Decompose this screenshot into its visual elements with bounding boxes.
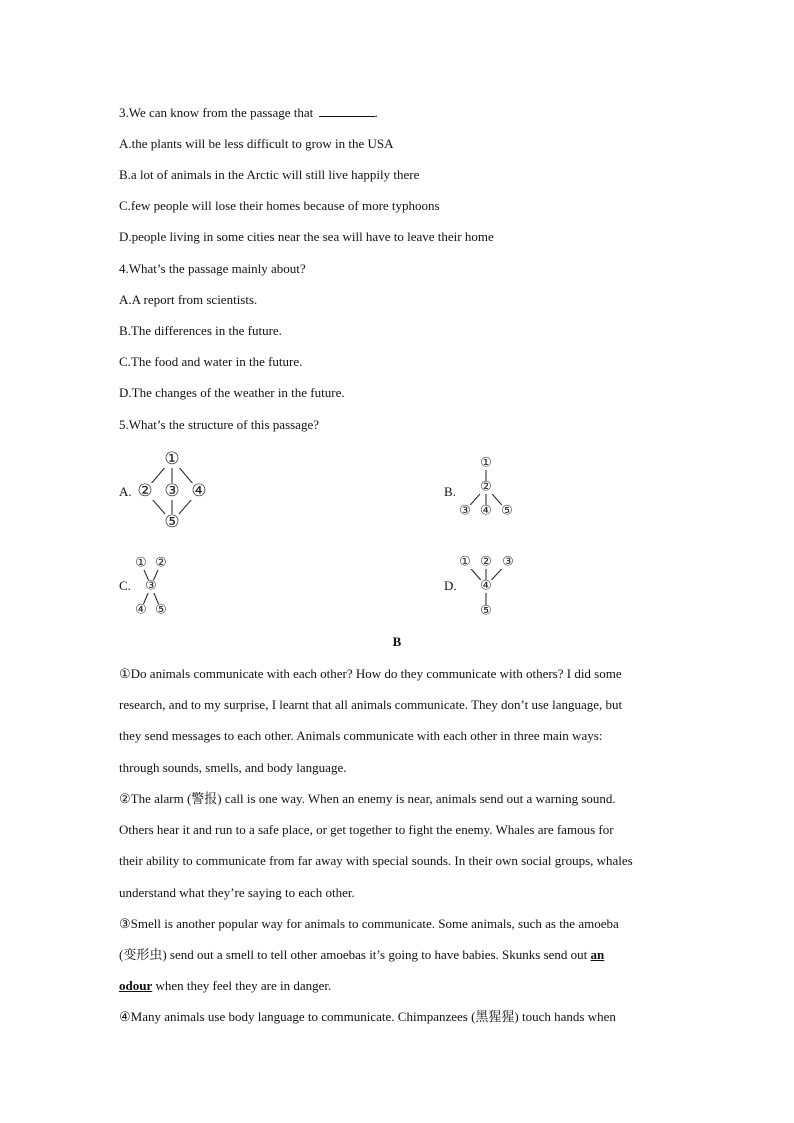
- node-5: ⑤: [155, 602, 167, 618]
- q4-option-d: D.The changes of the weather in the future.: [119, 385, 345, 400]
- q4-option-a: A.A report from scientists.: [119, 292, 258, 307]
- node-1: ①: [480, 455, 492, 471]
- node-4: ④: [480, 503, 492, 519]
- q4-option-c: C.The food and water in the future.: [119, 354, 303, 369]
- structure-diagram-b: [452, 453, 522, 523]
- node-3: ③: [502, 554, 514, 570]
- section-heading: B: [392, 634, 402, 649]
- underlined-phrase: an: [590, 947, 605, 962]
- underlined-phrase: odour: [119, 978, 153, 993]
- passage-line: odour when they feel they are in danger.: [119, 978, 332, 993]
- node-2: ②: [137, 481, 153, 501]
- node-5: ⑤: [164, 512, 180, 532]
- q5-option-a-label: A.: [119, 484, 132, 499]
- passage-line: ④Many animals use body language to communicate. Chimpanzees (黑猩猩) touch hands when: [119, 1009, 616, 1024]
- passage-line: their ability to communicate from far away with special sounds. In their own social groups, whales: [119, 853, 633, 868]
- passage-line: (变形虫) send out a smell to tell other amoebas it’s going to have babies. Skunks send out an: [119, 947, 605, 962]
- node-2: ②: [480, 479, 492, 495]
- q5-option-b-label: B.: [444, 484, 456, 499]
- q3-option-c: C.few people will lose their homes because of more typhoons: [119, 198, 440, 213]
- q5-stem: 5.What’s the structure of this passage?: [119, 417, 319, 432]
- node-3: ③: [145, 578, 157, 594]
- passage-line: Others hear it and run to a safe place, or get together to fight the enemy. Whales are famous for: [119, 822, 614, 837]
- structure-diagram-c: [128, 553, 178, 621]
- node-4: ④: [480, 578, 492, 594]
- node-3: ③: [459, 503, 471, 519]
- passage-line: they send messages to each other. Animals communicate with each other in three main ways:: [119, 728, 603, 743]
- node-1: ①: [164, 449, 180, 469]
- passage-line: ②The alarm (警报) call is one way. When an enemy is near, animals send out a warning sound.: [119, 791, 616, 806]
- q3-option-d: D.people living in some cities near the sea will have to leave their home: [119, 229, 494, 244]
- passage-line: understand what they’re saying to each other.: [119, 885, 355, 900]
- node-4: ④: [135, 602, 147, 618]
- q4-option-b: B.The differences in the future.: [119, 323, 282, 338]
- q3-stem: 3.We can know from the passage that .: [119, 105, 378, 120]
- q5-option-d-label: D.: [444, 578, 457, 593]
- q5-option-c-label: C.: [119, 578, 131, 593]
- node-3: ③: [164, 481, 180, 501]
- node-4: ④: [191, 481, 207, 501]
- node-2: ②: [480, 554, 492, 570]
- passage-line: ③Smell is another popular way for animals to communicate. Some animals, such as the amoeba: [119, 916, 619, 931]
- passage-line: ①Do animals communicate with each other? How do they communicate with others? I did some: [119, 666, 622, 681]
- node-2: ②: [155, 555, 167, 571]
- passage-line: through sounds, smells, and body language.: [119, 760, 347, 775]
- passage-line: research, and to my surprise, I learnt that all animals communicate. They don’t use language, but: [119, 697, 623, 712]
- structure-diagram-a: [130, 448, 220, 532]
- structure-diagram-d: [452, 552, 522, 622]
- node-5: ⑤: [480, 603, 492, 619]
- q3-option-b: B.a lot of animals in the Arctic will still live happily there: [119, 167, 420, 182]
- q4-stem: 4.What’s the passage mainly about?: [119, 261, 306, 276]
- node-1: ①: [459, 554, 471, 570]
- answer-blank: [319, 105, 375, 117]
- q3-option-a: A.the plants will be less difficult to grow in the USA: [119, 136, 394, 151]
- node-1: ①: [135, 555, 147, 571]
- node-5: ⑤: [501, 503, 513, 519]
